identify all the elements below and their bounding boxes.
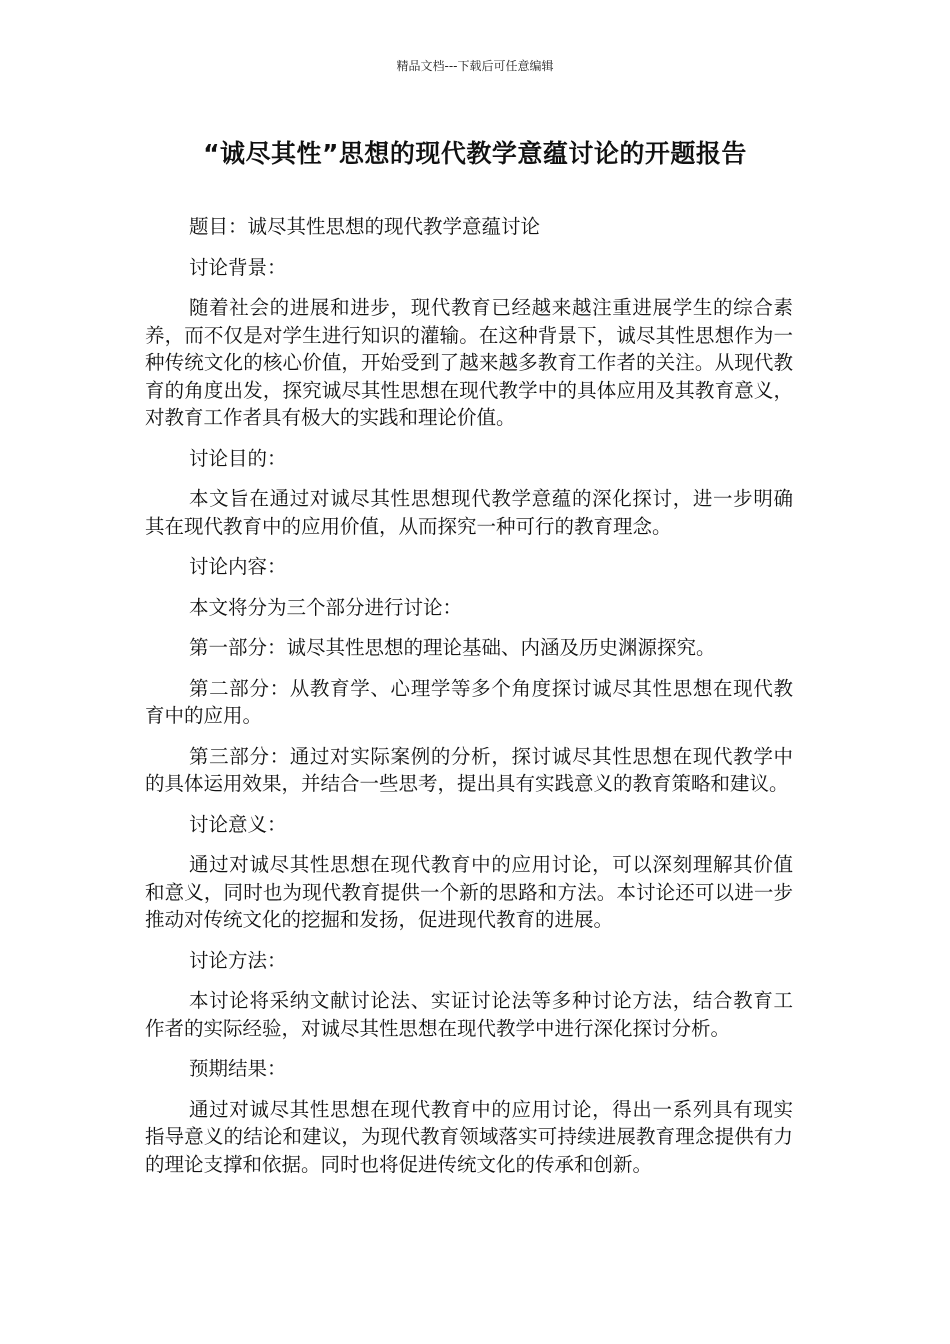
heading-purpose: 讨论目的： [189,446,287,470]
paragraph-content-intro: 本文将分为三个部分进行讨论： [189,595,463,619]
paragraph-part-one: 第一部分：诚尽其性思想的理论基础、内涵及历史渊源探究。 [189,636,716,659]
paragraph-part-two: 第二部分：从教育学、心理学等多个角度探讨诚尽其性思想在现代教育中的应用。 [145,676,793,727]
paragraph-method: 本讨论将采纳文献讨论法、实证讨论法等多种讨论方法，结合教育工作者的实际经验，对诚尽其性思想在现代教学中进行深化探讨分析。 [145,989,793,1040]
page-header: 精品文档---下载后可任意编辑 [396,59,554,73]
heading-content: 讨论内容： [189,555,287,578]
heading-background: 讨论背景： [189,255,287,279]
paragraph-expected-results: 通过对诚尽其性思想在现代教育中的应用讨论，得出一系列具有现实指导意义的结论和建议，为现代教育领域落实可持续进展教育理念提供有力的理论支撑和依据。同时也将促进传统文化的传承和创新。 [145,1097,793,1176]
document-body [145,213,793,1191]
heading-method: 讨论方法： [189,948,287,972]
paragraph-purpose: 本文旨在通过对诚尽其性思想现代教学意蕴的深化探讨，进一步明确其在现代教育中的应用价值，从而探究一种可行的教育理念。 [145,487,793,538]
document-title: “诚尽其性”思想的现代教学意蕴讨论的开题报告 [203,139,747,168]
heading-expected-results: 预期结果： [189,1057,287,1080]
paragraph-topic: 题目：诚尽其性思想的现代教学意蕴讨论 [189,215,541,238]
paragraph-background: 随着社会的进展和进步，现代教育已经越来越注重进展学生的综合素养，而不仅是对学生进行知识的灌输。在这种背景下，诚尽其性思想作为一种传统文化的核心价值，开始受到了越来越多教育工作者的关注。从现代教育的角度出发，探究诚尽其性思想在现代教学中的具体应用及其教育意义，对教育工作者具有极大的实践和理论价值。 [145,296,793,429]
paragraph-significance: 通过对诚尽其性思想在现代教育中的应用讨论，可以深刻理解其价值和意义，同时也为现代教育提供一个新的思路和方法。本讨论还可以进一步推动对传统文化的挖掘和发扬，促进现代教育的进展。 [145,853,793,931]
heading-significance: 讨论意义： [189,812,287,836]
paragraph-part-three: 第三部分：通过对实际案例的分析，探讨诚尽其性思想在现代教学中的具体运用效果，并结合一些思考，提出具有实践意义的教育策略和建议。 [145,744,793,795]
